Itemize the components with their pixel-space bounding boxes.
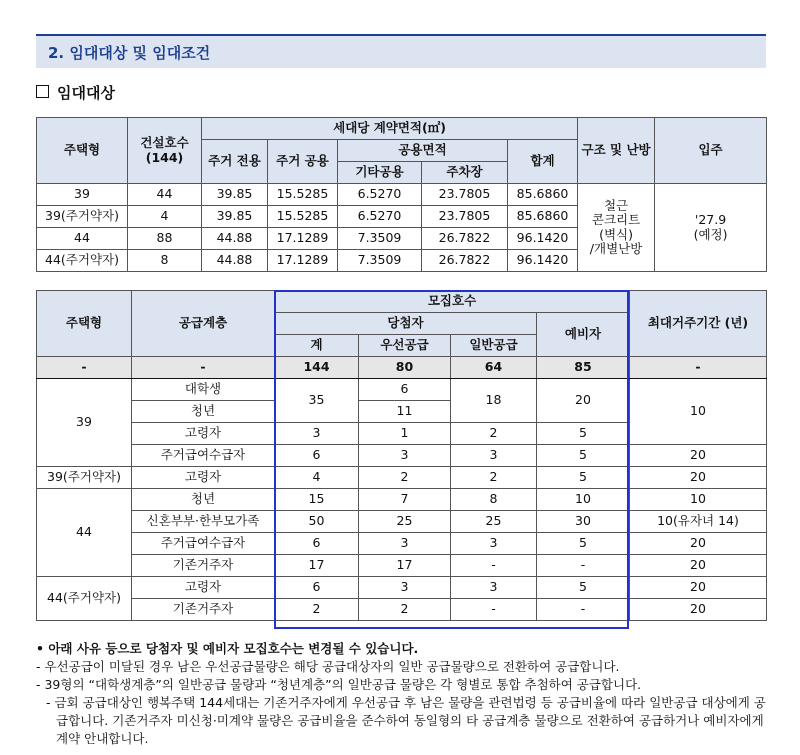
cell-class: 고령자 [132,577,275,599]
cell-general: 3 [451,577,537,599]
cell-period: 20 [630,533,767,555]
cell-private: 39.85 [202,184,268,206]
cell-units: 44 [128,184,202,206]
cell-reserve: - [537,599,630,621]
cell-priority: 80 [359,357,451,379]
cell-sum: 3 [275,423,359,445]
th-resid-private: 주거 전용 [202,140,268,184]
cell-period: 20 [630,577,767,599]
cell-type: 44(주거약자) [37,577,132,621]
cell-parking: 26.7822 [422,228,508,250]
cell-period: - [630,357,767,379]
table-row [37,445,767,467]
cell-total: 85.6860 [508,206,578,228]
cell-class: 주거급여수급자 [132,445,275,467]
th-priority: 우선공급 [359,335,451,357]
table-row [37,489,767,511]
cell-period: 20 [630,555,767,577]
cell-common: 15.5285 [268,184,338,206]
cell-reserve: 85 [537,357,630,379]
th-sum: 계 [275,335,359,357]
cell-parking: 23.7805 [422,184,508,206]
cell-type: 39 [37,184,128,206]
note-item: - 39형의 “대학생계층”의 일반공급 물량과 “청년계층”의 일반공급 물량은 각 형별로 통합 추첨하여 공급합니다. [36,677,642,692]
checkbox-square-icon [36,85,49,98]
table-row [37,467,767,489]
cell-other: 6.5270 [338,206,422,228]
th-structure: 구조 및 난방 [578,118,655,184]
cell-class: 청년 [132,489,275,511]
cell-class: 고령자 [132,423,275,445]
table-row [37,379,767,401]
cell-class: 기존거주자 [132,599,275,621]
th-class: 공급계층 [132,291,275,357]
table-row [37,599,767,621]
cell-sum: 17 [275,555,359,577]
cell-priority: 2 [359,599,451,621]
th-type: 주택형 [37,291,132,357]
note-item: - 금회 공급대상인 행복주택 144세대는 기존거주자에게 우선공급 후 남은 물량을 관련법령 등 공급비율에 따라 일반공급 대상에게 공급합니다. 기존거주자 미신청·미계약 물량은 공급비율을 준수하여 동일형의 타 공급계층 물량으로 전환하여 공급하거나 예비자에게 계약 안내합니다. [46,695,766,746]
cell-sum: 2 [275,599,359,621]
recruitment-table [36,290,767,621]
total-row [37,357,767,379]
th-type: 주택형 [37,118,128,184]
cell-other: 6.5270 [338,184,422,206]
cell-priority: 17 [359,555,451,577]
cell-general: 3 [451,533,537,555]
th-move-in: 입주 [655,118,767,184]
notes [36,640,776,748]
cell-priority: 6 [359,379,451,401]
section-header [36,34,766,68]
cell-parking: 26.7822 [422,250,508,272]
cell-period: 10(유자녀 14) [630,511,767,533]
table-row [37,511,767,533]
th-units: 건설호수 (144) [128,118,202,184]
cell-reserve: - [537,555,630,577]
cell-period: 10 [630,379,767,445]
cell-period: 20 [630,467,767,489]
cell-class: 고령자 [132,467,275,489]
cell-general: 3 [451,445,537,467]
th-resid-common: 주거 공용 [268,140,338,184]
cell-type: 39(주거약자) [37,206,128,228]
cell-sum: 6 [275,577,359,599]
cell-general: - [451,555,537,577]
cell-sum: 6 [275,445,359,467]
cell-total: 85.6860 [508,184,578,206]
cell-priority: 11 [359,401,451,423]
cell-period: 20 [630,599,767,621]
cell-class: 기존거주자 [132,555,275,577]
cell-units: 8 [128,250,202,272]
cell-priority: 1 [359,423,451,445]
cell-general: 25 [451,511,537,533]
cell-class: 청년 [132,401,275,423]
cell-units: 88 [128,228,202,250]
cell-sum: 50 [275,511,359,533]
table-row [37,577,767,599]
cell-common: 15.5285 [268,206,338,228]
cell-units: 4 [128,206,202,228]
table-row [37,533,767,555]
cell-general: 8 [451,489,537,511]
cell-other: 7.3509 [338,250,422,272]
th-reserve: 예비자 [537,313,630,357]
cell-reserve: 5 [537,423,630,445]
cell-private: 44.88 [202,228,268,250]
cell-structure: 철근 콘크리트 (벽식) /개별난방 [578,184,655,272]
cell-sum: 15 [275,489,359,511]
cell-priority: 7 [359,489,451,511]
cell-class: 대학생 [132,379,275,401]
cell-general: - [451,599,537,621]
cell-other: 7.3509 [338,228,422,250]
section-title: 2. 임대대상 및 임대조건 [48,44,211,62]
cell-priority: 2 [359,467,451,489]
cell-priority: 3 [359,577,451,599]
cell-type: 39(주거약자) [37,467,132,489]
cell-class: 주거급여수급자 [132,533,275,555]
cell-sum: 6 [275,533,359,555]
th-general: 일반공급 [451,335,537,357]
cell-reserve: 5 [537,467,630,489]
th-contract-area: 세대당 계약면적(㎡) [202,118,578,140]
cell-reserve: 10 [537,489,630,511]
cell-type: 44 [37,228,128,250]
table-row [37,184,767,206]
cell-sum: 35 [275,379,359,423]
cell-reserve: 5 [537,533,630,555]
cell-reserve: 5 [537,445,630,467]
th-winners: 당첨자 [275,313,537,335]
th-common-area: 공용면적 [338,140,508,162]
cell-general: 2 [451,467,537,489]
table-row [37,555,767,577]
cell-parking: 23.7805 [422,206,508,228]
cell-type: - [37,357,132,379]
th-other-common: 기타공용 [338,162,422,184]
cell-period: 10 [630,489,767,511]
th-recruit: 모집호수 [275,291,630,313]
note-item: - 우선공급이 미달된 경우 남은 우선공급물량은 해당 공급대상자의 일반 공급물량으로 전환하여 공급합니다. [36,659,620,674]
cell-priority: 25 [359,511,451,533]
subsection-heading [36,82,115,103]
cell-general: 18 [451,379,537,423]
cell-common: 17.1289 [268,250,338,272]
cell-common: 17.1289 [268,228,338,250]
cell-period: 20 [630,445,767,467]
cell-sum: 4 [275,467,359,489]
th-total: 합계 [508,140,578,184]
cell-general: 2 [451,423,537,445]
cell-total: 96.1420 [508,250,578,272]
subsection-title: 임대대상 [57,84,115,102]
cell-general: 64 [451,357,537,379]
th-max-period: 최대거주기간 (년) [630,291,767,357]
cell-priority: 3 [359,445,451,467]
cell-type: 44 [37,489,132,577]
cell-class: 신혼부부·한부모가족 [132,511,275,533]
th-parking: 주차장 [422,162,508,184]
notes-heading: • 아래 사유 등으로 당첨자 및 예비자 모집호수는 변경될 수 있습니다. [36,641,419,656]
cell-type: 39 [37,379,132,467]
cell-priority: 3 [359,533,451,555]
cell-reserve: 5 [537,577,630,599]
cell-sum: 144 [275,357,359,379]
cell-reserve: 20 [537,379,630,423]
cell-move-in: '27.9 (예정) [655,184,767,272]
cell-class: - [132,357,275,379]
contract-area-table [36,117,767,272]
cell-private: 44.88 [202,250,268,272]
cell-total: 96.1420 [508,228,578,250]
cell-private: 39.85 [202,206,268,228]
cell-type: 44(주거약자) [37,250,128,272]
cell-reserve: 30 [537,511,630,533]
